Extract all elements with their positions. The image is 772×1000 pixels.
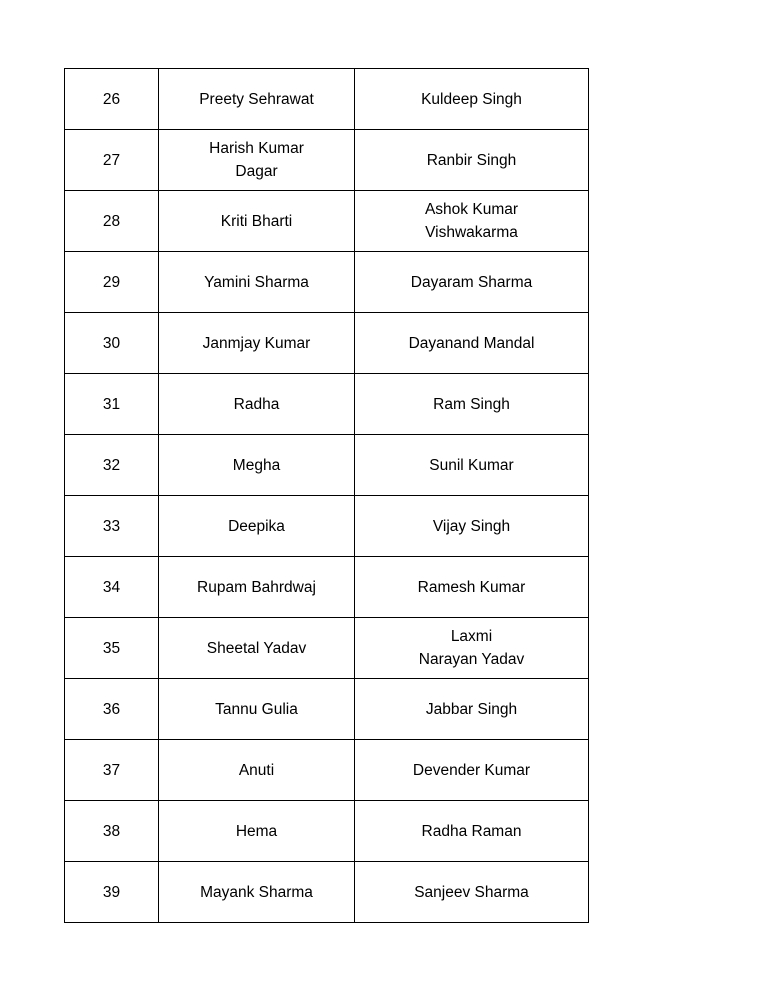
table-row <box>65 740 589 801</box>
parent-name-cell: Sunil Kumar <box>355 435 589 496</box>
name-cell: Radha <box>159 374 355 435</box>
table-row <box>65 862 589 923</box>
parent-name-cell: Ram Singh <box>355 374 589 435</box>
name-cell: Megha <box>159 435 355 496</box>
table-row <box>65 130 589 191</box>
table-row <box>65 801 589 862</box>
name-cell: Preety Sehrawat <box>159 69 355 130</box>
serial-number-cell: 38 <box>65 801 159 862</box>
serial-number-cell: 30 <box>65 313 159 374</box>
parent-name-cell: Radha Raman <box>355 801 589 862</box>
name-cell: Sheetal Yadav <box>159 618 355 679</box>
table-row <box>65 618 589 679</box>
name-cell: Rupam Bahrdwaj <box>159 557 355 618</box>
serial-number-cell: 34 <box>65 557 159 618</box>
name-cell: Anuti <box>159 740 355 801</box>
name-cell: Hema <box>159 801 355 862</box>
name-cell: Mayank Sharma <box>159 862 355 923</box>
serial-number-cell: 29 <box>65 252 159 313</box>
document-page <box>64 68 589 923</box>
name-cell: Kriti Bharti <box>159 191 355 252</box>
table-row <box>65 374 589 435</box>
serial-number-cell: 33 <box>65 496 159 557</box>
table-row <box>65 69 589 130</box>
serial-number-cell: 26 <box>65 69 159 130</box>
name-cell: Yamini Sharma <box>159 252 355 313</box>
serial-number-cell: 37 <box>65 740 159 801</box>
parent-name-cell: Vijay Singh <box>355 496 589 557</box>
table-row <box>65 496 589 557</box>
name-cell: Tannu Gulia <box>159 679 355 740</box>
parent-name-cell: Ashok Kumar Vishwakarma <box>355 191 589 252</box>
name-cell: Janmjay Kumar <box>159 313 355 374</box>
serial-number-cell: 32 <box>65 435 159 496</box>
parent-name-cell: Devender Kumar <box>355 740 589 801</box>
serial-number-cell: 27 <box>65 130 159 191</box>
name-cell: Harish Kumar Dagar <box>159 130 355 191</box>
table-row <box>65 313 589 374</box>
table-row <box>65 679 589 740</box>
serial-number-cell: 36 <box>65 679 159 740</box>
names-table <box>64 68 589 923</box>
parent-name-cell: Jabbar Singh <box>355 679 589 740</box>
serial-number-cell: 31 <box>65 374 159 435</box>
serial-number-cell: 35 <box>65 618 159 679</box>
serial-number-cell: 28 <box>65 191 159 252</box>
table-row <box>65 435 589 496</box>
table-row <box>65 252 589 313</box>
name-cell: Deepika <box>159 496 355 557</box>
parent-name-cell: Dayaram Sharma <box>355 252 589 313</box>
table-row <box>65 191 589 252</box>
parent-name-cell: Sanjeev Sharma <box>355 862 589 923</box>
table-row <box>65 557 589 618</box>
parent-name-cell: Dayanand Mandal <box>355 313 589 374</box>
parent-name-cell: Kuldeep Singh <box>355 69 589 130</box>
parent-name-cell: Ramesh Kumar <box>355 557 589 618</box>
parent-name-cell: Laxmi Narayan Yadav <box>355 618 589 679</box>
parent-name-cell: Ranbir Singh <box>355 130 589 191</box>
serial-number-cell: 39 <box>65 862 159 923</box>
